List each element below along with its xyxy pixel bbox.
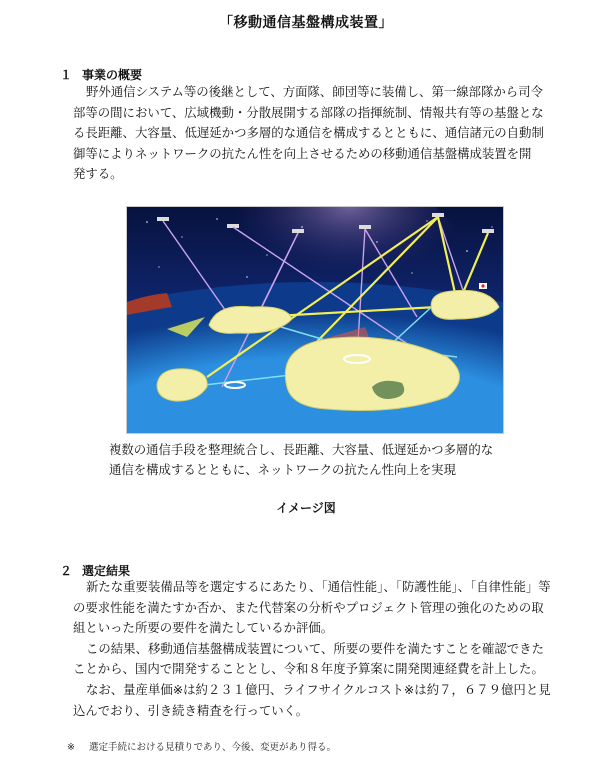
figure-caption <box>109 440 493 480</box>
section1-body <box>73 82 558 185</box>
section2-line <box>73 577 558 598</box>
footnote-text: 選定手続における見積りであり、今後、変更があり得る。 <box>89 742 337 753</box>
section2-line: 込んでおり、引き続き精査を行っていく。 <box>73 702 309 718</box>
figure-caption-line: 通信を構成するとともに、ネットワークの抗たん性向上を実現 <box>109 462 456 477</box>
section2-number: ２ <box>60 564 73 578</box>
section2-line-text: この結果、移動通信基盤構成装置について、所要の要件を満たすことを確認できた <box>86 640 544 656</box>
footnote-mark: ※ <box>67 742 75 753</box>
section2-line <box>73 680 558 701</box>
section2-line: 組といった所要の要件を満たしているか評価。 <box>73 620 334 636</box>
section1-number: １ <box>60 68 73 82</box>
section1-line-text: 野外通信システム等の後継として、方面隊、師団等に装備し、第一線部隊から司令 <box>86 84 543 99</box>
section2-line: ことから、国内で開発することとし、令和８年度予算案に開発関連経費を計上した。 <box>73 661 544 677</box>
section2-line: の要求性能を満たすか否か、また代替案の分析やプロジェクト管理の強化のための取 <box>73 599 544 615</box>
footnote <box>67 739 336 753</box>
section1-line: 発する。 <box>73 166 123 182</box>
network-image-figure <box>126 206 504 434</box>
section1-heading-text: 事業の概要 <box>82 68 143 82</box>
document-title: 「移動通信基盤構成装置」 <box>219 15 393 31</box>
section1-heading <box>60 66 142 83</box>
section1-line: 部等の間において、広域機動・分散展開する部隊の指揮統制、情報共有等の基盤とな <box>73 104 544 120</box>
section2-line-text: 新たな重要装備品等を選定するにあたり、「通信性能」、「防護性能」、「自律性能」等 <box>86 579 551 594</box>
section1-line: 御等によりネットワークの抗たん性を向上させるための移動通信基盤構成装置を開 <box>73 145 532 161</box>
section2-line-text: なお、量産単価※は約２３１億円、ライフサイクルコスト※は約７，６７９億円と見 <box>86 681 551 697</box>
section2-heading-text: 選定結果 <box>82 564 131 578</box>
section2-line <box>73 639 558 660</box>
figure-caption-line: 複数の通信手段を整理統合し、長距離、大容量、低遅延かつ多層的な <box>109 442 494 457</box>
section2-body <box>73 577 558 721</box>
network-illustration <box>127 207 503 433</box>
section1-line: る長距離、大容量、低遅延かつ多層的な通信を構成するとともに、通信諸元の自動制 <box>73 125 544 141</box>
figure-label: イメージ図 <box>276 501 336 515</box>
section1-line <box>73 82 558 103</box>
